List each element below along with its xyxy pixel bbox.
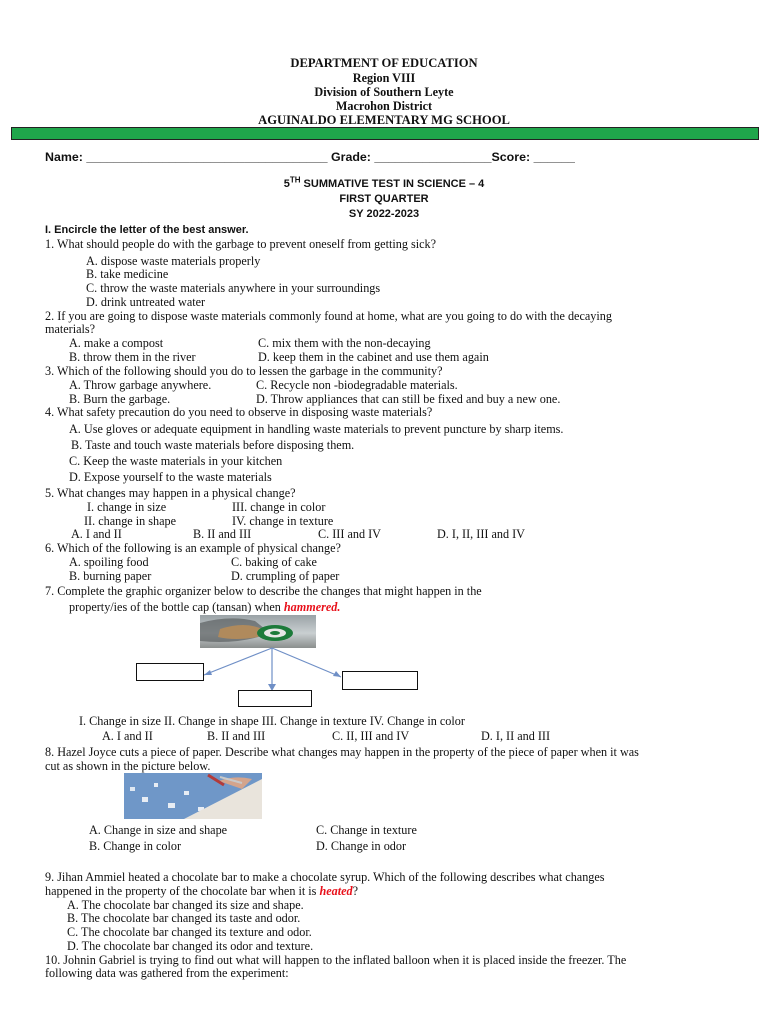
quarter-label: FIRST QUARTER	[339, 193, 429, 205]
question-4: 4. What safety precaution do you need to observe in disposing waste materials?	[45, 405, 433, 419]
question-8: 8. Hazel Joyce cuts a piece of paper. Describe what changes may happen in the property of the piece of paper when it was	[45, 745, 639, 759]
q9-option-b[interactable]: B. The chocolate bar changed its taste and odor.	[67, 911, 301, 925]
q5-option-b[interactable]: B. II and III	[193, 527, 252, 541]
organizer-box-left[interactable]	[136, 663, 204, 681]
q3-option-a[interactable]: A. Throw garbage anywhere.	[69, 378, 212, 392]
q3-option-c[interactable]: C. Recycle non -biodegradable materials.	[256, 378, 458, 392]
question-9-cont	[45, 884, 358, 898]
question-9: 9. Jihan Ammiel heated a chocolate bar to make a chocolate syrup. Which of the following describes what changes	[45, 870, 605, 884]
question-1: 1. What should people do with the garbage to prevent oneself from getting sick?	[45, 237, 437, 251]
organizer-box-bottom[interactable]	[238, 690, 312, 707]
q6-option-b[interactable]: B. burning paper	[69, 569, 152, 583]
q5-item-ii: II. change in shape	[84, 514, 177, 528]
q1-option-a[interactable]: A. dispose waste materials properly	[86, 254, 261, 268]
q3-option-d[interactable]: D. Throw appliances that can still be fixed and buy a new one.	[256, 392, 561, 406]
region-line: Region VIII	[352, 71, 416, 85]
q1-option-b[interactable]: B. take medicine	[86, 267, 169, 281]
q5-option-a[interactable]: A. I and II	[71, 527, 122, 541]
q6-option-d[interactable]: D. crumpling of paper	[231, 569, 340, 583]
title-superscript: TH	[289, 175, 301, 185]
q9-option-c[interactable]: C. The chocolate bar changed its texture and odor.	[67, 925, 312, 939]
q8-option-d[interactable]: D. Change in odor	[316, 839, 407, 853]
question-10-cont: following data was gathered from the experiment:	[45, 966, 289, 980]
q8-option-c[interactable]: C. Change in texture	[316, 823, 417, 837]
school-name: AGUINALDO ELEMENTARY MG SCHOOL	[258, 113, 510, 127]
q7-option-b[interactable]: B. II and III	[207, 729, 266, 743]
q3-option-b[interactable]: B. Burn the garbage.	[69, 392, 171, 406]
q5-item-iii: III. change in color	[232, 500, 326, 514]
q7-option-c[interactable]: C. II, III and IV	[332, 729, 410, 743]
q2-option-a[interactable]: A. make a compost	[69, 336, 164, 350]
school-year: SY 2022-2023	[348, 208, 420, 220]
q4-option-b[interactable]: B. Taste and touch waste materials before disposing them.	[71, 438, 355, 452]
cutting-paper-illustration	[124, 773, 262, 819]
q4-option-a[interactable]: A. Use gloves or adequate equipment in handling waste materials to prevent puncture by sharp items.	[69, 422, 564, 436]
q7-option-a[interactable]: A. I and II	[102, 729, 153, 743]
question-8-cont: cut as shown in the picture below.	[45, 759, 211, 773]
q7-text: property/ies of the bottle cap (tansan) when	[69, 600, 284, 614]
q8-option-b[interactable]: B. Change in color	[89, 839, 182, 853]
q5-option-c[interactable]: C. III and IV	[318, 527, 381, 541]
question-2: 2. If you are going to dispose waste materials commonly found at home, what are you going to do with the decaying	[45, 309, 612, 323]
question-5: 5. What changes may happen in a physical change?	[45, 486, 296, 500]
grade-label: Grade:	[330, 150, 371, 164]
title-number: 5	[283, 178, 290, 190]
q1-option-d[interactable]: D. drink untreated water	[86, 295, 206, 309]
q5-item-iv: IV. change in texture	[232, 514, 334, 528]
score-label: Score:	[491, 150, 531, 164]
q4-option-c[interactable]: C. Keep the waste materials in your kitchen	[69, 454, 283, 468]
question-6: 6. Which of the following is an example of physical change?	[45, 541, 341, 555]
q9-option-a[interactable]: A. The chocolate bar changed its size and shape.	[67, 898, 304, 912]
instruction: I. Encircle the letter of the best answer.	[45, 224, 249, 236]
q9-option-d[interactable]: D. The chocolate bar changed its odor and texture.	[67, 939, 314, 953]
name-label: Name:	[45, 150, 83, 164]
q1-option-c[interactable]: C. throw the waste materials anywhere in your surroundings	[86, 281, 381, 295]
q7-emphasis: hammered.	[283, 600, 341, 614]
q9-tail: ?	[352, 884, 359, 898]
q7-option-d[interactable]: D. I, II and III	[481, 729, 551, 743]
q9-emphasis: heated	[319, 884, 353, 898]
q2-option-b[interactable]: B. throw them in the river	[69, 350, 196, 364]
q6-option-c[interactable]: C. baking of cake	[231, 555, 317, 569]
q5-option-d[interactable]: D. I, II, III and IV	[437, 527, 525, 541]
grade-field[interactable]: _________________	[374, 150, 492, 164]
q6-option-a[interactable]: A. spoiling food	[69, 555, 149, 569]
district-line: Macrohon District	[335, 99, 433, 113]
organizer-box-right[interactable]	[342, 671, 418, 690]
q2-option-c[interactable]: C. mix them with the non-decaying	[258, 336, 431, 350]
q8-option-a[interactable]: A. Change in size and shape	[89, 823, 228, 837]
score-field[interactable]: ______	[533, 150, 575, 164]
cutting-paper-photo	[124, 773, 262, 819]
title-text: SUMMATIVE TEST IN SCIENCE – 4	[300, 178, 485, 190]
question-7: 7. Complete the graphic organizer below to describe the changes that might happen in the	[45, 584, 482, 598]
q2-option-d[interactable]: D. keep them in the cabinet and use them again	[258, 350, 489, 364]
department-title: DEPARTMENT OF EDUCATION	[290, 56, 478, 70]
question-10: 10. Johnin Gabriel is trying to find out what will happen to the inflated balloon when it is placed inside the freezer. The	[45, 953, 627, 967]
q7-choices: I. Change in size II. Change in shape III. Change in texture IV. Change in color	[79, 714, 465, 728]
question-2-cont: materials?	[45, 322, 96, 336]
q4-option-d[interactable]: D. Expose yourself to the waste materials	[69, 470, 272, 484]
division-line: Division of Southern Leyte	[314, 85, 454, 99]
q5-item-i: I. change in size	[87, 500, 167, 514]
q9-text: happened in the property of the chocolate bar when it is	[45, 884, 320, 898]
question-3: 3. Which of the following should you do to lessen the garbage in the community?	[45, 364, 443, 378]
name-field[interactable]: ___________________________________	[86, 150, 328, 164]
